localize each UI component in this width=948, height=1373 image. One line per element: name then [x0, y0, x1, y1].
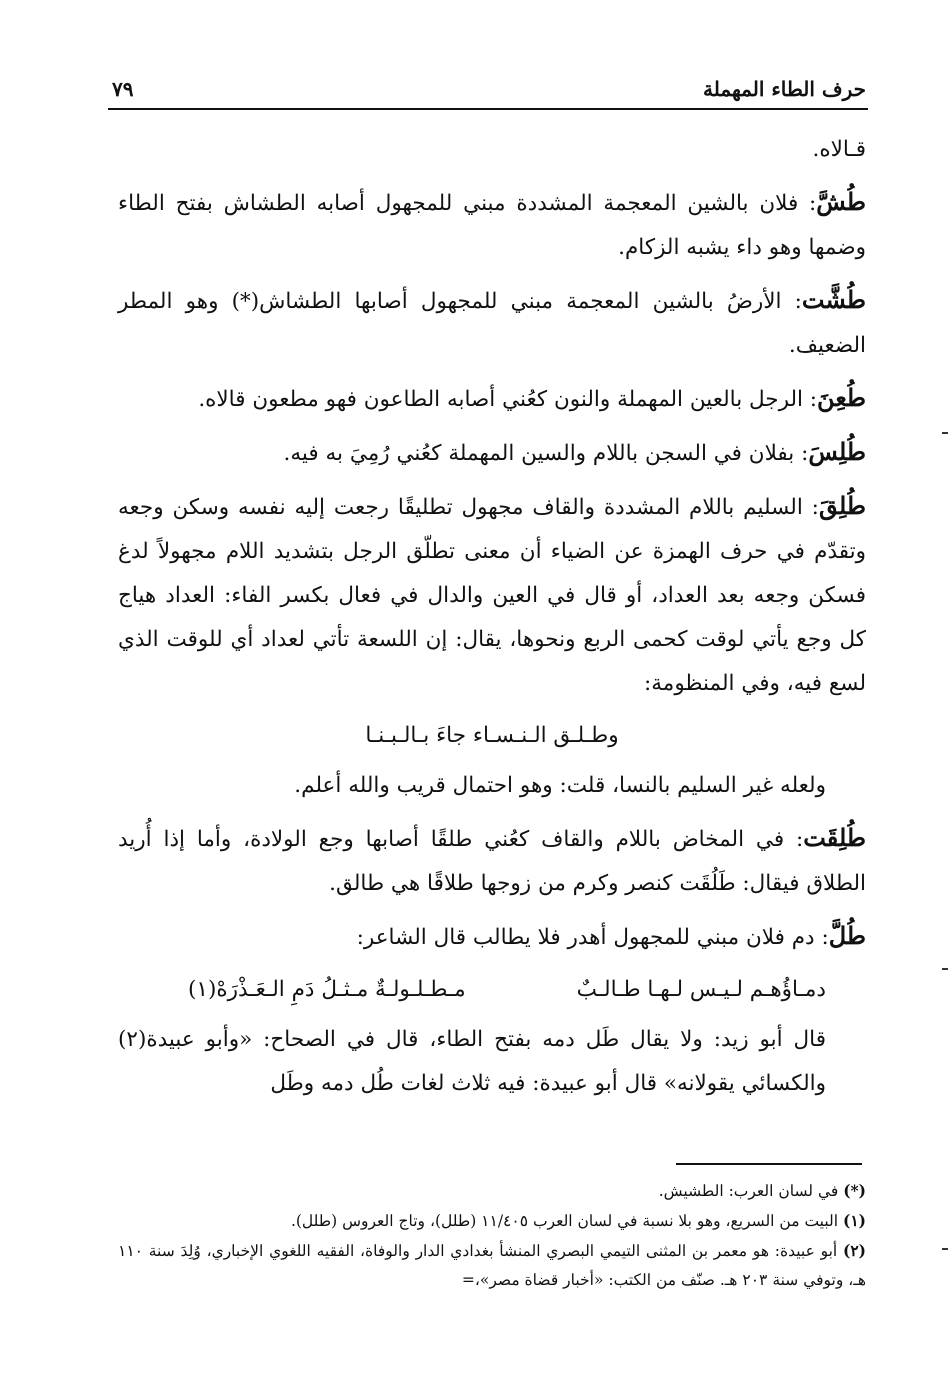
scan-edge-mark [942, 1248, 948, 1250]
entry-definition: : الرجل بالعين المهملة والنون كعُني أصابه الطاعون فهو مطعون قالاه. [198, 387, 818, 412]
footnote-marker: (١) [842, 1211, 866, 1230]
footnote [118, 1206, 866, 1236]
dictionary-entry [118, 376, 866, 422]
entry-headword: طُشَّ [816, 187, 866, 216]
footnote [118, 1176, 866, 1206]
commentary-line: ولعله غير السليم بالنسا، قلت: وهو احتمال قريب والله أعلم. [294, 773, 826, 798]
dictionary-entry [118, 816, 866, 906]
entry-definition: : بفلان في السجن باللام والسين المهملة كعُني رُمِيَ به فيه. [283, 441, 809, 466]
dictionary-entry [118, 430, 866, 476]
main-text [118, 128, 866, 1114]
dictionary-entry [118, 484, 866, 706]
dictionary-entry [118, 180, 866, 270]
entry-headword: طُلِقَ [818, 491, 866, 520]
poem-couplet [118, 968, 866, 1012]
entry-definition: : الأرضُ بالشين المعجمة مبني للمجهول أصابها الطشاش(*) وهو المطر الضعيف. [118, 289, 866, 358]
footnote-marker: (٢) [842, 1241, 866, 1260]
entry-headword: طُشَّت [801, 285, 866, 314]
verse-first-hemistich: دمـاؤُهـم لـيـس لـهـا طـالـبٌ [576, 977, 826, 1002]
entry-headword: طُلَّ [828, 921, 866, 950]
entry-definition: : دم فلان مبني للمجهول أهدر فلا يطالب قال الشاعر: [356, 925, 829, 950]
page-header [112, 72, 866, 106]
footnote-text: في لسان العرب: الطشيش. [658, 1182, 839, 1200]
dictionary-entry [118, 278, 866, 368]
header-rule [108, 108, 868, 110]
page-number: ٧٩ [112, 77, 134, 101]
entry-headword: طُلِسَ [808, 437, 866, 466]
poem-verse: وطـلـق الـنـسـاء جاءَ بـالـبـنـا [365, 723, 619, 748]
footnote [118, 1236, 866, 1295]
entry-definition: : السليم باللام المشددة والقاف مجهول تطليقًا رجعت إليه نفسه وسكن وجعه وتقدّم في حرف الهمزة عن الضياء أن معنى تطلّق الرجل بتشديد اللام مجهولاً لدغ فسكن وجعه بعد العداد، أو قال في العين والدال في فعال بكسر الفاء: العداد هياج كل وجع يأتي لوقت كحمى الربع ونحوها، يقال: إن اللسعة تأتي لعداد أي للوقت الذي لسع فيه، وفي المنظومة: [118, 495, 866, 696]
entry-headword: طُلِقَت [803, 823, 866, 852]
scan-edge-mark [942, 432, 948, 434]
commentary-line: قال أبو زيد: ولا يقال طَل دمه بفتح الطاء، قال في الصحاح: «وأبو عبيدة(٢) والكسائي يقولانه» قال أبو عبيدة: فيه ثلاث لغات طُل دمه وطَل [118, 1027, 826, 1096]
entry-definition: : فلان بالشين المعجمة المشددة مبني للمجهول أصابه الطشاش بفتح الطاء وضمها وهو داء يشبه الزكام. [118, 191, 866, 260]
running-title: حرف الطاء المهملة [703, 77, 866, 101]
entry-definition: : في المخاض باللام والقاف كعُني طلقًا أصابها وجع الولادة، وأما إذا أُريد الطلاق فيقال: طَلُقَت كنصر وكرم من زوجها طلاقًا هي طالق. [118, 827, 866, 896]
entry-headword: طُعِنَ [817, 383, 866, 412]
footnote-text: أبو عبيدة: هو معمر بن المثنى التيمي البصري المنشأ بغدادي الدار والوفاة، الفقيه اللغوي الإخباري، وُلِدَ سنة ١١٠ هـ، وتوفي سنة ٢٠٣ هـ. صنّف من الكتب: «أخبار قضاة مصر»،= [118, 1242, 866, 1289]
scan-edge-mark [942, 968, 948, 970]
footnotes [118, 1176, 866, 1295]
footnote-separator [676, 1163, 862, 1165]
verse-second-hemistich: مـطـلـولـةٌ مـثـلُ دَمِ الـعَـذْرَهْ(١) [188, 977, 466, 1002]
footnote-marker: (*) [843, 1181, 866, 1200]
dictionary-entry [118, 914, 866, 960]
entry-continuation: قـالاه. [812, 137, 866, 162]
footnote-text: البيت من السريع، وهو بلا نسبة في لسان العرب ١١/٤٠٥ (طلل)، وتاج العروس (طلل). [290, 1212, 839, 1230]
